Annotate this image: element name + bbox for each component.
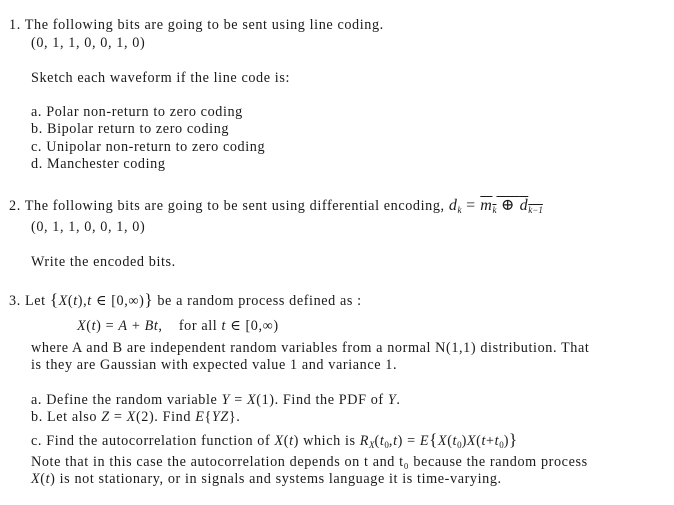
q1-option-label: a. [31,104,43,120]
q2-bits: (0, 1, 1, 0, 0, 1, 0) [31,219,146,235]
q3-intro-line [9,292,362,309]
q3-definition [77,318,279,334]
q3-part-c-text2: which is [303,433,356,449]
q3-let: Let [25,293,46,309]
q1-option-text: Bipolar return to zero coding [47,121,230,137]
q1-number: 1. [9,17,21,33]
q3-definition-formula: X(t) = A + Bt, [77,318,163,334]
q3-part-a-text2: Find the PDF of [282,392,384,408]
q3-part-c [31,432,518,453]
q3-note-line2: is not stationary, or in signals and systems language it is time-varying. [59,471,502,487]
q3-part-label: b. [31,409,43,425]
q3-part-c-text1: Find the autocorrelation function of [46,433,271,449]
q3-where-line2: is they are Gaussian with expected value 1 and variance 1. [31,357,398,373]
q1-intro: The following bits are going to be sent using line coding. [24,17,384,33]
q3-part-a-end: . [396,392,401,408]
q1-option-text: Unipolar non-return to zero coding [46,139,266,155]
q1-option-a [31,104,243,120]
q1-option-text: Manchester coding [47,156,166,172]
q3-part-label: c. [31,433,43,449]
q1-option-c [31,139,265,155]
q2-equation: $d_k = m_k$ ⊕ $d_{k-1}$ [448,197,543,215]
q1-option-d [31,156,166,172]
q3-note-line1: Note that in this case the autocorrelation depends on t and t₀ because the random process [31,454,588,470]
q3-note-line2-wrap [31,471,502,487]
q3-where-line1: where A and B are independent random variables from a normal N(1,1) distribution. That [31,340,590,356]
q1-instruction: Sketch each waveform if the line code is: [31,70,290,86]
q1-bits: (0, 1, 1, 0, 0, 1, 0) [31,35,146,51]
q2-intro: The following bits are going to be sent using differential encoding, [24,198,445,214]
q3-part-b-expect: E{YZ}. [195,409,241,425]
q1-option-label: b. [31,121,43,137]
q1-option-text: Polar non-return to zero coding [46,104,243,120]
q3-for-all: for all [178,318,218,334]
q1-intro-line [9,17,384,33]
q1-option-b [31,121,229,137]
q3-process-suffix: be a random process defined as : [157,293,362,309]
q3-domain: t ∈ [0,∞) [221,318,279,334]
q1-option-label: c. [31,139,43,155]
q3-part-b-formula: Z = X(2). [101,409,159,425]
q3-part-b-text1: Let also [47,409,98,425]
q3-part-a-text1: Define the random variable [46,392,218,408]
q3-part-label: a. [31,392,43,408]
q2-intro-line [9,198,543,218]
q2-number: 2. [9,198,21,214]
q3-part-b [31,409,240,425]
q2-instruction: Write the encoded bits. [31,254,176,270]
q3-part-a [31,392,401,408]
q3-part-a-var: Y [387,392,397,408]
q3-part-c-var: X(t) [274,433,299,449]
q3-note-var: X(t) [31,471,56,487]
q3-process-formula: {X(t),t ∈ [0,∞)} [49,290,154,309]
q3-part-a-formula: Y = X(1). [221,392,279,408]
q3-autocorrelation-formula: $R_X(t_0,t) = E\{X(t_0)X(t+t_0)\}$ [359,430,518,450]
q1-option-label: d. [31,156,43,172]
q3-part-b-text2: Find [162,409,192,425]
q3-number: 3. [9,293,21,309]
